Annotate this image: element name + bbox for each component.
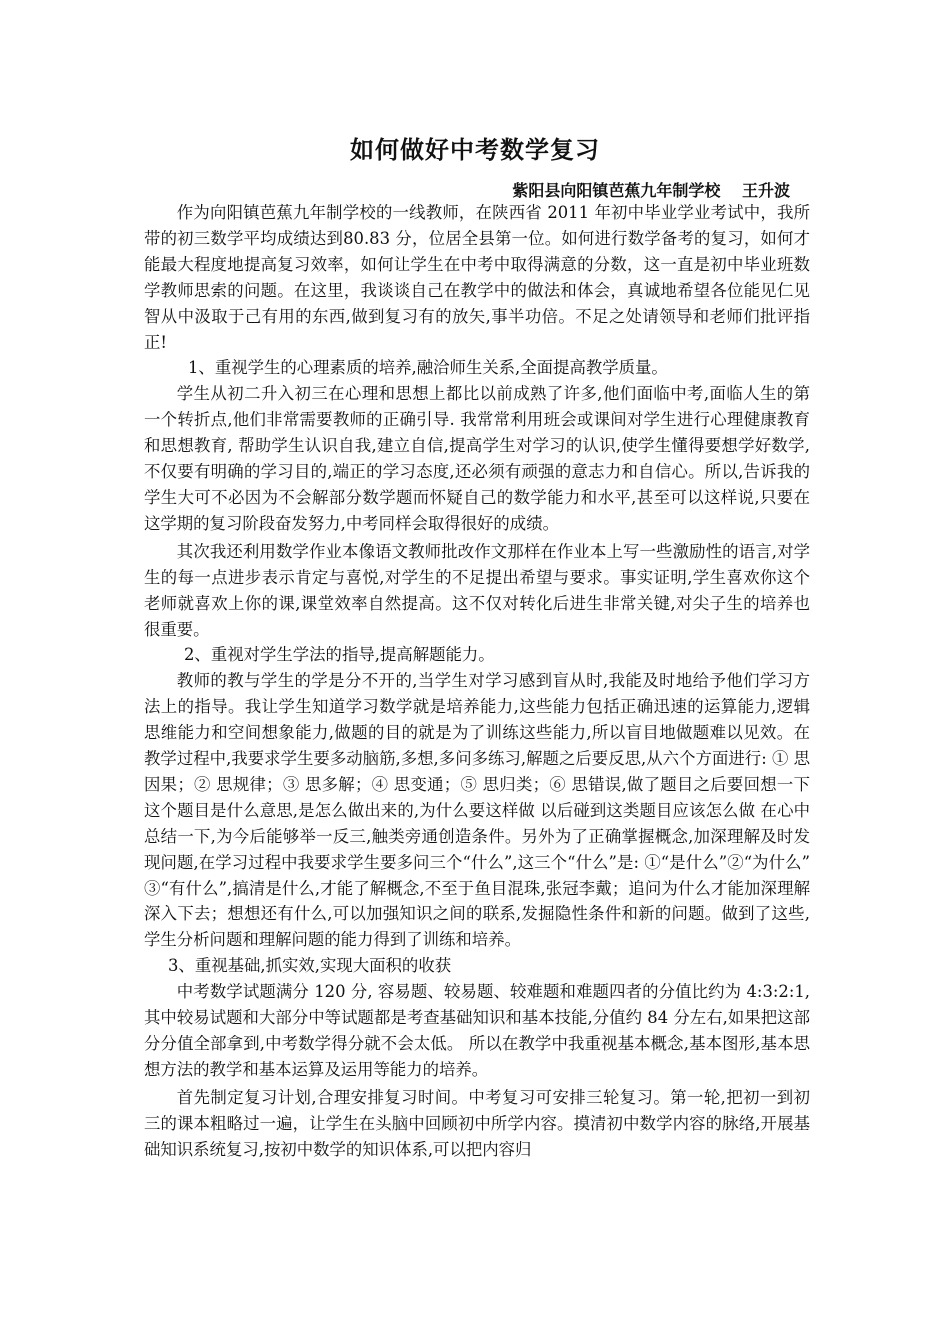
paragraph-section-2: 教师的教与学生的学是分不开的,当学生对学习感到盲从时,我能及时地给予他们学习方法上的指导。我让学生知道学习数学就是培养能力,这些能力包括正确迅速的运算能力,逻辑思维能力和空间想象能力,做题的目的就是为了训练这些能力,所以盲目地做题难以见效。在教学过程中,我要求学生要多动脑筋,多想,多问多练习,解题之后要反思,从六个方面进行: ① 思因果；② 思规律；③ 思多解；④ 思变通；⑤ 思归类；⑥ 思错误,做了题目之后要回想一下这个题目是什么意思,是怎么做出来的,为什么要这样做 以后碰到这类题目应该怎么做 在心中总结一下,为今后能够举一反三,触类旁通创造条件。另外为了正确掌握概念,加深理解及时发现问题,在学习过程中我要求学生要多问三个“什么”,这三个“什么”是: ①“是什么”②“为什么” ③“有什么”,搞清是什么,才能了解概念,不至于鱼目混珠,张冠李戴；追问为什么才能加深理解深入下去；想想还有什么,可以加强知识之间的联系,发掘隐性条件和新的问题。做到了这些,学生分析问题和理解问题的能力得到了训练和培养。 bbox=[144, 671, 810, 950]
heading-section-1: 1、重视学生的心理素质的培养,融洽师生关系,全面提高教学质量。 bbox=[188, 358, 668, 378]
heading-section-2: 2、重视对学生学法的指导,提高解题能力。 bbox=[184, 645, 495, 665]
paragraph-section-1b: 其次我还利用数学作业本像语文教师批改作文那样在作业本上写一些激励性的语言,对学生的每一点进步表示肯定与喜悦,对学生的不足提出希望与要求。事实证明,学生喜欢你这个老师就喜欢上你的课,课堂效率自然提高。这不仅对转化后进生非常关键,对尖子生的培养也很重要。 bbox=[144, 541, 810, 639]
paragraph-intro: 作为向阳镇芭蕉九年制学校的一线教师，在陕西省 2011 年初中毕业学业考试中，我所带的初三数学平均成绩达到80.83 分，位居全县第一位。如何进行数学备考的复习，如何才能最大程度地提高复习效率，如何让学生在中考中取得满意的分数，这一直是初中毕业班数学教师思索的问题。在这里，我谈谈自己在教学中的做法和体会，真诚地希望各位能见仁见智从中汲取于己有用的东西,做到复习有的放矢,事半功倍。不足之处请领导和老师们批评指正! bbox=[144, 203, 810, 352]
heading-section-3: 3、重视基础,抓实效,实现大面积的收获 bbox=[168, 956, 452, 976]
paragraph-section-1a: 学生从初二升入初三在心理和思想上都比以前成熟了许多,他们面临中考,面临人生的第一个转折点,他们非常需要教师的正确引导. 我常常利用班会或课间对学生进行心理健康教育和思想教育, 帮助学生认识自我,建立自信,提高学生对学习的认识,使学生懂得要想学好数学,不仅要有明确的学习目的,端正的学习态度,还必须有顽强的意志力和自信心。所以,告诉我的学生大可不必因为不会解部分数学题而怀疑自己的数学能力和水平,甚至可以这样说,只要在这学期的复习阶段奋发努力,中考同样会取得很好的成绩。 bbox=[144, 384, 810, 533]
author-line: 紫阳县向阳镇芭蕉九年制学校 王升波 bbox=[512, 181, 790, 200]
document-body bbox=[144, 200, 810, 1163]
document-title: 如何做好中考数学复习 bbox=[350, 136, 600, 164]
paragraph-section-3a: 中考数学试题满分 120 分, 容易题、较易题、较难题和难题四者的分值比约为 4:3:2:1, 其中较易试题和大部分中等试题都是考查基础知识和基本技能,分值约 84 分左右,如果把这部分分值全部拿到,中考数学得分就不会太低。 所以在教学中我重视基本概念,基本图形,基本思想方法的教学和基本运算及运用等能力的培养。 bbox=[144, 982, 810, 1079]
paragraph-section-3b: 首先制定复习计划,合理安排复习时间。中考复习可安排三轮复习。第一轮,把初一到初三的课本粗略过一遍，让学生在头脑中回顾初中所学内容。摸清初中数学内容的脉络,开展基础知识系统复习,按初中数学的知识体系,可以把内容归 bbox=[144, 1087, 810, 1159]
